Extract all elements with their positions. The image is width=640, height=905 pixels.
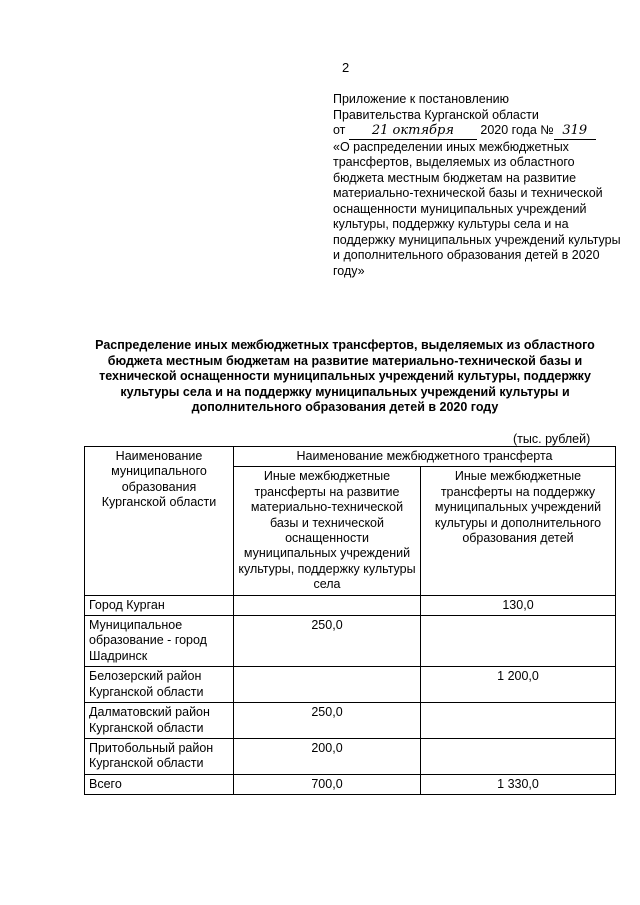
row-name: Всего	[85, 774, 234, 794]
page-number: 2	[342, 60, 350, 75]
row-value-2	[421, 616, 616, 667]
municipality-column-header: Наименование муниципального образования Курганской области	[85, 447, 234, 596]
row-value-2	[421, 703, 616, 739]
decree-title: «О распределении иных межбюджетных трансфертов, выделяемых из областного бюджета местным бюджетам на развитие материально-технической базы и технической оснащенности муниципальных учреждений культуры, поддержку культуры села и на поддержку муниципальных учреждений культуры и дополнительного образования детей в 2020 году»	[333, 139, 621, 278]
table-header-row	[85, 447, 616, 467]
table-row	[85, 667, 616, 703]
row-value-1	[234, 595, 421, 615]
unit-label: (тыс. рублей)	[513, 432, 591, 446]
row-value-1: 250,0	[234, 616, 421, 667]
support-column-header: Иные межбюджетные трансферты на поддержку муниципальных учреждений культуры и дополнительного образования детей	[421, 467, 616, 595]
appendix-block	[333, 92, 623, 279]
row-value-2: 1 330,0	[421, 774, 616, 794]
row-value-1: 700,0	[234, 774, 421, 794]
table-row	[85, 703, 616, 739]
appendix-line-2: Правительства Курганской области	[333, 107, 539, 122]
document-title: Распределение иных межбюджетных трансфертов, выделяемых из областного бюджета местным бюджетам на развитие материально-технической базы и технической оснащенности муниципальных учреждений культуры, поддержку культуры села и на поддержку муниципальных учреждений культуры и дополнительного образования детей в 2020 году	[95, 338, 595, 415]
row-value-1: 250,0	[234, 703, 421, 739]
handwritten-number: 319	[554, 123, 596, 140]
row-name: Белозерский район Курганской области	[85, 667, 234, 703]
material-base-column-header: Иные межбюджетные трансферты на развитие материально-технической базы и технической оснащенности муниципальных учреждений культуры, поддержку культуры села	[234, 467, 421, 595]
row-value-1	[234, 667, 421, 703]
row-name: Притобольный район Курганской области	[85, 738, 234, 774]
appendix-line-1: Приложение к постановлению	[333, 92, 509, 106]
table-row	[85, 616, 616, 667]
allocation-table	[84, 446, 616, 795]
row-value-2: 130,0	[421, 595, 616, 615]
row-value-2: 1 200,0	[421, 667, 616, 703]
year-text: 2020 года №	[480, 123, 554, 137]
from-word: от	[333, 123, 346, 137]
row-name: Муниципальное образование - город Шадринск	[85, 616, 234, 667]
transfer-group-header: Наименование межбюджетного трансферта	[234, 447, 616, 467]
handwritten-date: 21 октября	[349, 123, 477, 140]
row-value-2	[421, 738, 616, 774]
appendix-date-line	[333, 123, 623, 140]
row-name: Далматовский район Курганской области	[85, 703, 234, 739]
row-name: Город Курган	[85, 595, 234, 615]
table-total-row	[85, 774, 616, 794]
table-row	[85, 738, 616, 774]
table-row	[85, 595, 616, 615]
row-value-1: 200,0	[234, 738, 421, 774]
